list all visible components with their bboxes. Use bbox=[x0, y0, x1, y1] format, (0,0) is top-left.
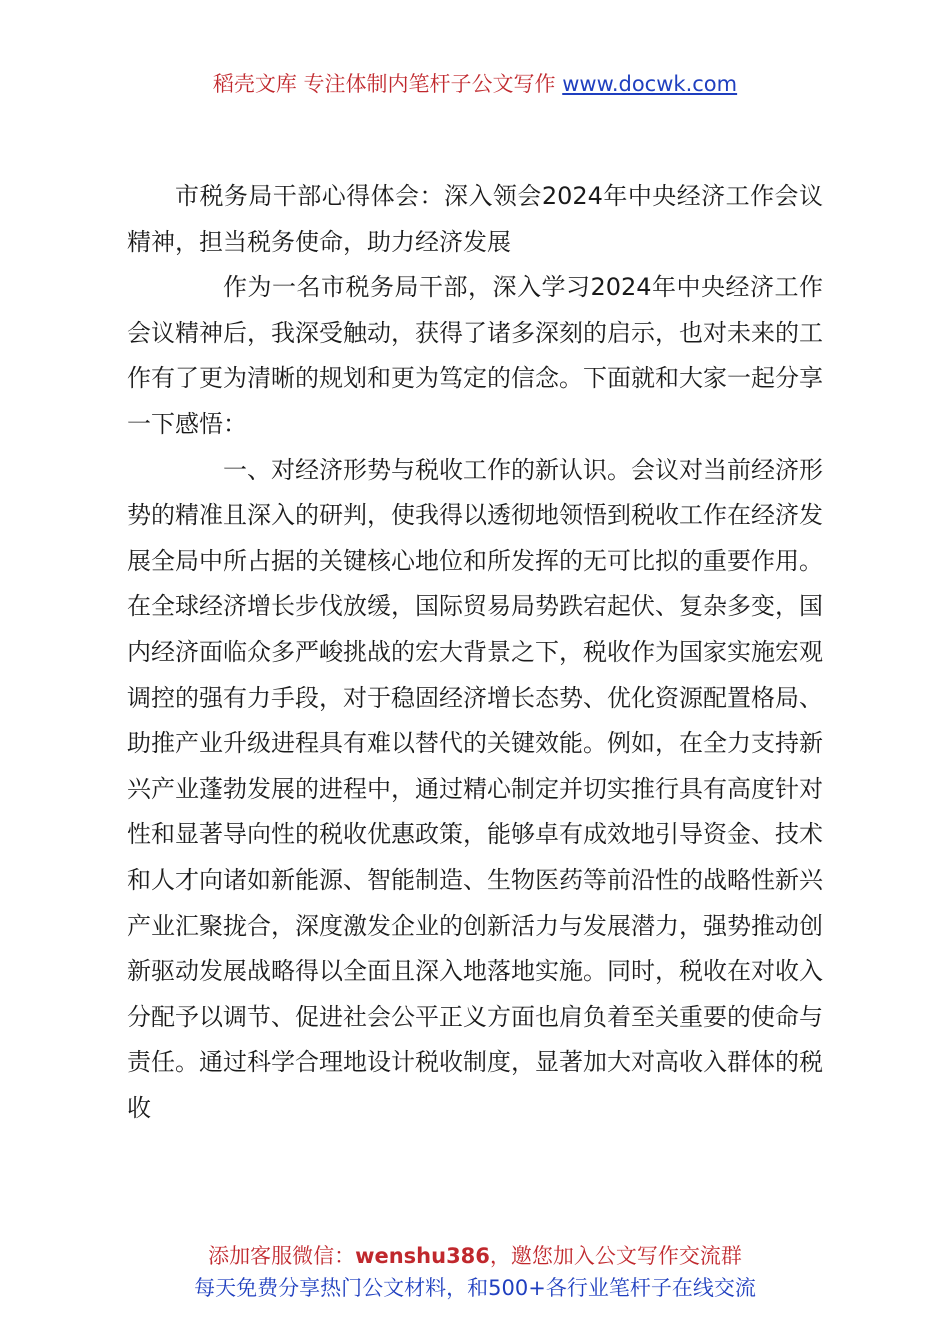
site-footer bbox=[0, 1240, 950, 1304]
intro-paragraph: 作为一名市税务局干部，深入学习2024年中央经济工作会议精神后，我深受触动，获得了诸多深刻的启示，也对未来的工作有了更为清晰的规划和更为笃定的信念。下面就和大家一起分享一下感悟： bbox=[127, 273, 823, 438]
site-header bbox=[0, 68, 950, 100]
footer-contact-suffix: ，邀您加入公文写作交流群 bbox=[489, 1244, 742, 1268]
document-title: 市税务局干部心得体会：深入领会2024年中央经济工作会议精神，担当税务使命，助力经济发展 bbox=[127, 182, 823, 256]
document-body bbox=[127, 174, 823, 1131]
site-link[interactable]: www.docwk.com bbox=[562, 72, 738, 96]
footer-promo-line: 每天免费分享热门公文材料，和500+各行业笔杆子在线交流 bbox=[194, 1276, 756, 1300]
wechat-id: wenshu386 bbox=[355, 1244, 490, 1268]
footer-contact-prefix: 添加客服微信： bbox=[208, 1244, 356, 1268]
footer-contact-line bbox=[0, 1240, 950, 1272]
header-slogan: 稻壳文库 专注体制内笔杆子公文写作 bbox=[212, 72, 563, 96]
section-one-paragraph: 一、对经济形势与税收工作的新认识。会议对当前经济形势的精准且深入的研判，使我得以透彻地领悟到税收工作在经济发展全局中所占据的关键核心地位和所发挥的无可比拟的重要作用。在全球经济增长步伐放缓，国际贸易局势跌宕起伏、复杂多变，国内经济面临众多严峻挑战的宏大背景之下，税收作为国家实施宏观调控的强有力手段，对于稳固经济增长态势、优化资源配置格局、助推产业升级进程具有难以替代的关键效能。例如，在全力支持新兴产业蓬勃发展的进程中，通过精心制定并切实推行具有高度针对性和显著导向性的税收优惠政策，能够卓有成效地引导资金、技术和人才向诸如新能源、智能制造、生物医药等前沿性的战略性新兴产业汇聚拢合，深度激发企业的创新活力与发展潜力，强势推动创新驱动发展战略得以全面且深入地落地实施。同时，税收在对收入分配予以调节、促进社会公平正义方面也肩负着至关重要的使命与责任。通过科学合理地设计税收制度，显著加大对高收入群体的税收 bbox=[127, 455, 823, 1122]
